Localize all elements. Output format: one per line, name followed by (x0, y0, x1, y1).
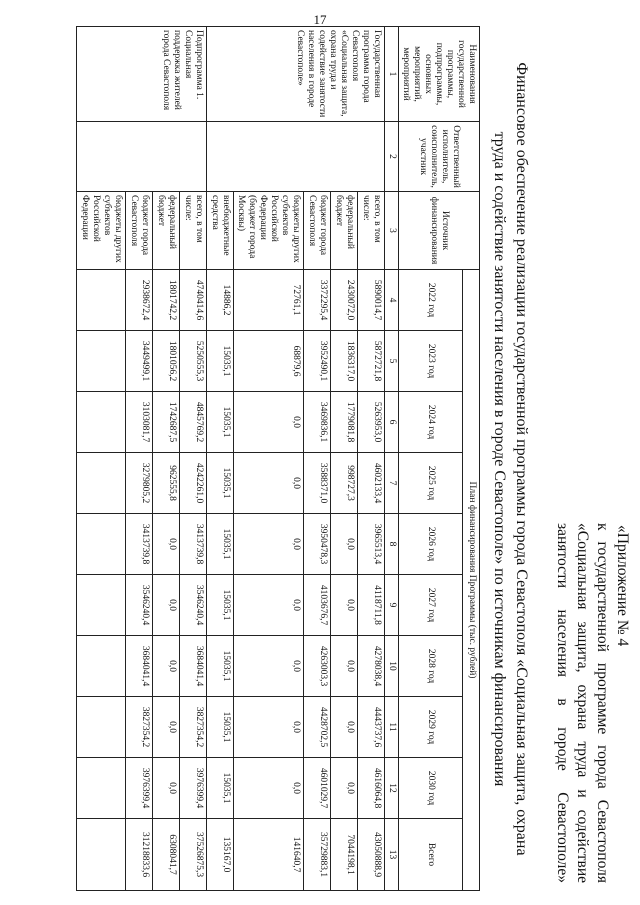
header-year: 2024 год (398, 392, 463, 453)
table-cell: 0,0 (330, 514, 357, 575)
header-year: 2023 год (398, 331, 463, 392)
table-cell: 6308041,7 (153, 819, 180, 891)
header-year: 2029 год (398, 697, 463, 758)
appendix-line-1: «Приложение № 4 (614, 525, 631, 647)
col-index: 5 (384, 331, 398, 392)
table-cell: 15035,1 (206, 453, 233, 514)
col-index: 8 (384, 514, 398, 575)
table-cell: 14886,2 (206, 270, 233, 331)
row-source: внебюджетные средства (206, 192, 233, 270)
row-source: федеральный бюджет (153, 192, 180, 270)
header-year: 2028 год (398, 636, 463, 697)
table-cell: 15035,1 (206, 514, 233, 575)
row-source: бюджеты других субъектов Российской Федерации (77, 192, 126, 270)
table-cell: 141640,7 (233, 819, 304, 891)
header-total: Всего (398, 819, 463, 891)
table-cell: 4278038,4 (357, 636, 384, 697)
table-cell: 0,0 (330, 575, 357, 636)
table-cell: 4845769,2 (179, 392, 206, 453)
col-index: 3 (384, 192, 398, 270)
table-cell: 0,0 (153, 697, 180, 758)
header-year: 2030 год (398, 758, 463, 819)
table-cell: 5250555,3 (179, 331, 206, 392)
table-cell: 4103676,7 (304, 575, 331, 636)
header-year: 2026 год (398, 514, 463, 575)
header-year: 2025 год (398, 453, 463, 514)
document-title (489, 26, 532, 892)
table-cell: 1742687,5 (153, 392, 180, 453)
header-executor: Ответственный исполнитель, соисполнитель, участник (398, 122, 479, 192)
table-cell: 4602133,4 (357, 453, 384, 514)
table-cell: 0,0 (233, 575, 304, 636)
header-year: 2027 год (398, 575, 463, 636)
table-cell: 3950478,3 (304, 514, 331, 575)
column-index-row (384, 27, 398, 891)
table-cell (77, 514, 126, 575)
table-cell: 3279805,2 (126, 453, 153, 514)
table-cell: 3449499,1 (126, 331, 153, 392)
row-source: федеральный бюджет (330, 192, 357, 270)
table-cell: 0,0 (153, 636, 180, 697)
col-index: 4 (384, 270, 398, 331)
subprogram-name: Подпрограмма 1. Социальная поддержка жителей города Севастополя (77, 27, 206, 122)
table-cell: 3469836,1 (304, 392, 331, 453)
row-source: бюджет города Севастополя (126, 192, 153, 270)
table-cell: 3976399,4 (179, 758, 206, 819)
table-cell: 0,0 (330, 697, 357, 758)
appendix-header (551, 523, 632, 883)
table-cell (77, 636, 126, 697)
table-cell: 3103081,7 (126, 392, 153, 453)
table-cell: 2938672,4 (126, 270, 153, 331)
col-index: 13 (384, 819, 398, 891)
col-index: 7 (384, 453, 398, 514)
table-cell: 15035,1 (206, 575, 233, 636)
table-cell: 0,0 (233, 392, 304, 453)
table-cell: 3546240,4 (179, 575, 206, 636)
table-cell: 0,0 (233, 758, 304, 819)
appendix-line-2: к государственной программе города Севастополя (593, 523, 611, 883)
title-line-1: Финансовое обеспечение реализации государственной программы города Севастополя «Социальная защита, охрана (513, 62, 530, 856)
header-plan: План финансирования Программы (тыс. рублей) (463, 270, 480, 891)
table-cell: 7044198,1 (330, 819, 357, 891)
col-index: 9 (384, 575, 398, 636)
table-cell: 135167,0 (206, 819, 233, 891)
table-cell: 3546240,4 (126, 575, 153, 636)
header-name: Наименования государственной программы, подпрограммы, основных мероприятий, мероприятий (398, 27, 479, 122)
table-cell: 0,0 (153, 514, 180, 575)
row-source: бюджеты других субъектов Российской Федерации (бюджет города Москвы) (233, 192, 304, 270)
table-cell: 0,0 (153, 758, 180, 819)
table-row (179, 27, 206, 891)
table-cell: 2430072,0 (330, 270, 357, 331)
table-cell (77, 392, 126, 453)
appendix-line-3: «Социальная защита, охрана труда и содействие (573, 523, 591, 883)
table-cell: 0,0 (233, 514, 304, 575)
table-cell: 4428702,5 (304, 697, 331, 758)
table-cell: 0,0 (330, 758, 357, 819)
table-cell: 15035,1 (206, 331, 233, 392)
program-executor (206, 122, 384, 192)
table-cell: 3952490,1 (304, 331, 331, 392)
title-line-2: труда и содействие занятости населения в городе Севастополе» по источникам финансирования (491, 131, 509, 787)
table-cell: 4263003,3 (304, 636, 331, 697)
table-cell: 31218833,6 (126, 819, 153, 891)
table-cell: 4242261,0 (179, 453, 206, 514)
table-cell: 15035,1 (206, 697, 233, 758)
table-cell: 0,0 (233, 636, 304, 697)
table-cell: 15035,1 (206, 392, 233, 453)
table-cell: 68879,6 (233, 331, 304, 392)
table-cell: 5890014,7 (357, 270, 384, 331)
table-cell: 3965513,4 (357, 514, 384, 575)
row-source: всего, в том числе: (357, 192, 384, 270)
program-name: Государственная программа города Севастополя «Социальная защита, охрана труда и содействие занятости населения в городе Севастополе» (206, 27, 384, 122)
table-cell: 43050888,9 (357, 819, 384, 891)
table-cell: 3413739,8 (179, 514, 206, 575)
col-index: 10 (384, 636, 398, 697)
appendix-line-4: занятости населения в городе Севастополе» (553, 523, 571, 883)
table-cell: 3827354,2 (179, 697, 206, 758)
table-cell: 1801056,2 (153, 331, 180, 392)
table-cell (77, 270, 126, 331)
table-cell: 15035,1 (206, 758, 233, 819)
table-cell: 0,0 (330, 636, 357, 697)
table-cell: 15035,1 (206, 636, 233, 697)
rotated-page-content (50, 18, 640, 898)
table-cell: 998727,3 (330, 453, 357, 514)
table-cell: 3588371,0 (304, 453, 331, 514)
table-cell: 1801742,2 (153, 270, 180, 331)
table-cell: 1836317,0 (330, 331, 357, 392)
table-cell: 962555,8 (153, 453, 180, 514)
table-cell: 0,0 (233, 697, 304, 758)
table-cell: 5263953,0 (357, 392, 384, 453)
table-cell: 72761,1 (233, 270, 304, 331)
table-cell (77, 697, 126, 758)
table-row (357, 27, 384, 891)
table-cell (77, 758, 126, 819)
table-cell: 4601029,7 (304, 758, 331, 819)
header-year: 2022 год (398, 270, 463, 331)
header-source: Источник финансирования (398, 192, 479, 270)
table-cell: 0,0 (153, 575, 180, 636)
table-cell: 3684041,4 (126, 636, 153, 697)
table-cell: 3413739,8 (126, 514, 153, 575)
col-index: 1 (384, 27, 398, 122)
table-cell: 3976399,4 (126, 758, 153, 819)
table-cell: 3372295,4 (304, 270, 331, 331)
row-source: бюджет города Севастополя (304, 192, 331, 270)
table-cell: 3827354,2 (126, 697, 153, 758)
financing-table (77, 26, 481, 891)
table-cell: 4740414,6 (179, 270, 206, 331)
col-index: 12 (384, 758, 398, 819)
table-cell: 4118711,8 (357, 575, 384, 636)
table-cell: 0,0 (233, 453, 304, 514)
col-index: 11 (384, 697, 398, 758)
table-cell: 5872721,8 (357, 331, 384, 392)
row-source: всего, в том числе: (179, 192, 206, 270)
table-cell: 4616064,8 (357, 758, 384, 819)
table-cell: 3684041,4 (179, 636, 206, 697)
table-cell (77, 575, 126, 636)
col-index: 6 (384, 392, 398, 453)
subprogram-executor (77, 122, 206, 192)
col-index: 2 (384, 122, 398, 192)
table-cell (77, 453, 126, 514)
page-number: 17 (313, 12, 327, 27)
table-cell: 1779081,8 (330, 392, 357, 453)
table-cell (77, 331, 126, 392)
table-cell: 35729883,1 (304, 819, 331, 891)
table-cell: 37526875,3 (179, 819, 206, 891)
table-cell: 4443737,6 (357, 697, 384, 758)
table-cell (77, 819, 126, 891)
